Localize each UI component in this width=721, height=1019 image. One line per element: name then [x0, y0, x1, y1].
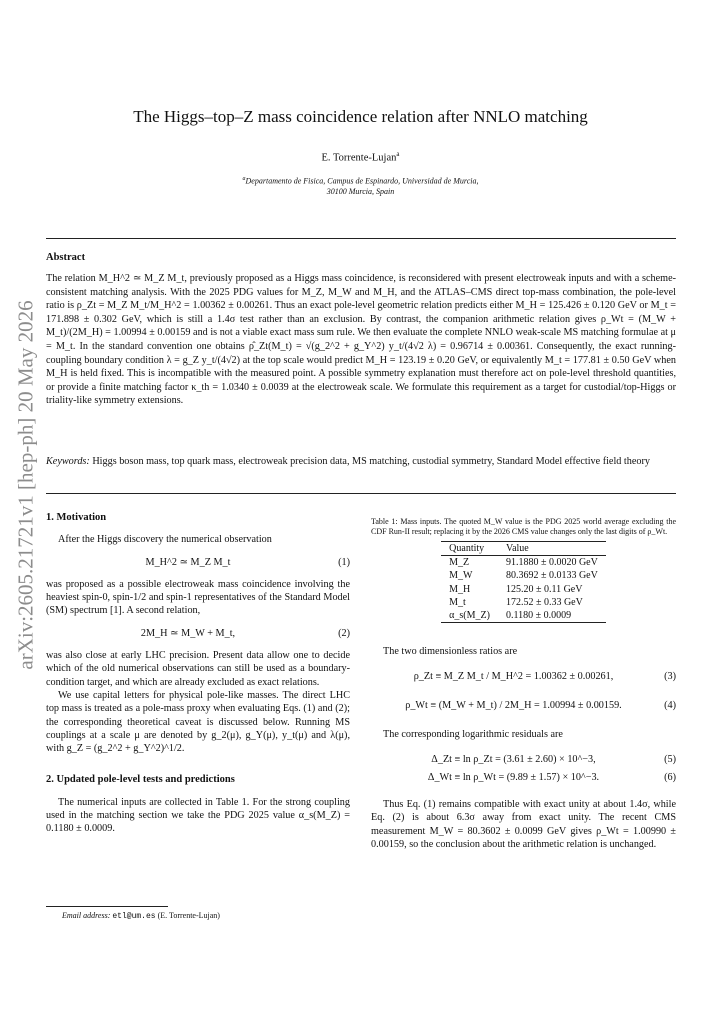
equation-3-number: (3): [664, 670, 676, 682]
arxiv-stamp-text: arXiv:2605.21721v1 [hep-ph] 20 May 2026: [13, 300, 38, 670]
abstract-heading: Abstract: [46, 252, 86, 263]
equation-2: [46, 627, 350, 640]
equation-5-number: (5): [664, 754, 676, 766]
table-row: [441, 596, 606, 609]
equation-1-number: (1): [338, 556, 350, 568]
affiliation-line2: 30100 Murcia, Spain: [326, 186, 395, 196]
mid-rule: [46, 493, 676, 494]
affiliation: [0, 174, 721, 197]
footnote-label: Email address:: [62, 911, 111, 920]
right-column: [371, 517, 676, 851]
equation-3: [371, 670, 676, 683]
author-name: E. Torrente-Lujan: [321, 152, 397, 164]
table-cell: M_Z: [449, 557, 470, 569]
sec1-paragraph-4: We use capital letters for physical pole-like masses. The direct LHC top mass is treated as a pole-mass proxy when evaluating Eqs. (1) and (2); the corresponding theoretical caveat is discussed below. Running MS couplings at a scale μ are denoted by g_2(μ), g_Y(μ), y_t(μ) and λ(μ), with g_Z = (g_2^2 + g_Y^2)^1/2.: [46, 689, 350, 755]
table-cell: 172.52 ± 0.33 GeV: [505, 596, 583, 608]
keywords-label: Keywords:: [46, 456, 90, 467]
affiliation-line1: Departamento de Fisica, Campus de Espinardo, Universidad de Murcia,: [245, 176, 479, 186]
table-row: [441, 569, 606, 582]
equation-5-body: Δ_Zt ≡ ln ρ_Zt = (3.61 ± 2.60) × 10^−3,: [431, 754, 596, 766]
equation-6-number: (6): [664, 771, 676, 783]
left-column: [46, 511, 350, 836]
table-row: [441, 583, 606, 596]
right-paragraph-2: The corresponding logarithmic residuals are: [383, 729, 563, 741]
sec1-paragraph-3: was also close at early LHC precision. Present data allow one to decide which of the old numerical observations can still be used as a boundary-condition target, and which are already excluded as exact relations.: [46, 650, 350, 688]
table-1: [441, 541, 606, 623]
equation-1: [46, 556, 350, 569]
table-cell: M_H: [449, 583, 471, 595]
keywords-text: Higgs boson mass, top quark mass, electroweak precision data, MS matching, custodial symmetry, Standard Model effective field theory: [92, 456, 650, 467]
equation-2-number: (2): [338, 627, 350, 639]
table-row: [441, 556, 606, 570]
table-cell: 125.20 ± 0.11 GeV: [505, 583, 583, 595]
affiliation-mark: a: [242, 176, 246, 182]
right-paragraph-3: Thus Eq. (1) remains compatible with exact unity at about 1.4σ, while Eq. (2) is about 6.3σ away from exact unity. The recent CMS measurement M_W = 80.3602 ± 0.0099 GeV gives ρ_Wt = 1.00990 ± 0.00159, so the conclusion about the arithmetic relation is unchanged.: [371, 799, 676, 850]
footnote-email[interactable]: etl@um.es: [112, 912, 156, 921]
table-cell: 0.1180 ± 0.0009: [505, 610, 572, 622]
equation-2-body: 2M_H ≃ M_W + M_t,: [140, 627, 236, 639]
equation-4: [371, 699, 676, 712]
author-mark: a: [396, 150, 400, 158]
table-cell: 80.3692 ± 0.0133 GeV: [505, 570, 598, 582]
table-cell: M_W: [449, 570, 473, 582]
table-row: [441, 609, 606, 623]
equation-4-body: ρ_Wt ≡ (M_W + M_t) / 2M_H = 1.00994 ± 0.00159.: [405, 699, 622, 711]
section-1-heading: 1. Motivation: [46, 512, 107, 523]
arxiv-stamp: [6, 285, 46, 685]
keywords: [46, 455, 676, 469]
table-header-value: Value: [505, 543, 529, 554]
table-1-caption: Table 1: Mass inputs. The quoted M_W value is the PDG 2025 world average excluding the CDF Run-II result; replacing it by the 2026 CMS value changes only the last digits of ρ_Wt.: [371, 517, 676, 536]
author-line: [0, 150, 721, 164]
table-cell: M_t: [449, 596, 466, 608]
table-cell: α_s(M_Z): [449, 610, 490, 622]
footnote: [62, 911, 220, 921]
footnote-rule: [46, 906, 168, 907]
footnote-name: (E. Torrente-Lujan): [157, 911, 220, 920]
table-header-row: [441, 542, 606, 556]
right-paragraph-1: The two dimensionless ratios are: [383, 646, 518, 658]
sec1-paragraph-2: was proposed as a possible electroweak mass coincidence involving the heaviest spin-0, spin-1/2 and spin-1 representatives of the Standard Model (SM) spectrum [1]. A second relation,: [46, 578, 350, 617]
equation-1-body: M_H^2 ≃ M_Z M_t: [145, 556, 231, 568]
equation-4-number: (4): [664, 699, 676, 711]
equation-6: [371, 771, 676, 784]
abstract-text: The relation M_H^2 ≃ M_Z M_t, previously proposed as a Higgs mass coincidence, is reconsidered with present electroweak inputs and with a scheme-consistent matching analysis. With the 2025 PDG values for M_Z, M_W and M_H, and the ATLAS–CMS direct top-mass combination, the pole-level ratio is ρ_Zt = M_Z M_t/M_H^2 = 1.00362 ± 0.00261. Thus an exact pole-level geometric relation predicts either M_H = 125.426 ± 0.120 GeV or M_t = 171.898 ± 0.302 GeV, which is still a 1.4σ test rather than an exclusion. By contrast, the companion arithmetic relation gives ρ_Wt = (M_W + M_t)/(2M_H) = 1.00994 ± 0.00159 and is not a viable exact mass sum rule. We then evaluate the complete NNLO weak-scale MS matching formulae at μ = M_t. In the standard convention one obtains ρ̂_Zt(M_t) = √(g_2^2 + g_Y^2) y_t/(4√2 λ) = 0.96714 ± 0.00361. Consequently, the exact running-coupling boundary condition λ = g_Z y_t/(4√2) at the top scale would predict M_H = 123.19 ± 0.20 GeV, or equivalently M_t = 177.81 ± 0.50 GeV when M_H is held fixed. This is incompatible with the measured point. A possible symmetry explanation must therefore act on pole-level threshold quantities, or provide a finite matching factor κ_th = 1.0340 ± 0.0039 at the electroweak scale. We formulate this requirement as a target for custodial/top-Higgs or triality-like symmetry extensions.: [46, 273, 676, 407]
sec2-paragraph-1: The numerical inputs are collected in Table 1. For the strong coupling used in the matching section we take the PDG 2025 value α_s(M_Z) = 0.1180 ± 0.0009.: [46, 796, 350, 835]
paper-title: The Higgs–top–Z mass coincidence relation after NNLO matching: [133, 107, 588, 126]
equation-6-body: Δ_Wt ≡ ln ρ_Wt = (9.89 ± 1.57) × 10^−3.: [427, 771, 600, 783]
equation-3-body: ρ_Zt ≡ M_Z M_t / M_H^2 = 1.00362 ± 0.00261,: [413, 670, 614, 682]
top-rule: [46, 238, 676, 239]
table-header-quantity: Quantity: [449, 543, 485, 554]
section-2-heading: 2. Updated pole-level tests and predictions: [46, 774, 235, 786]
sec1-paragraph-1: After the Higgs discovery the numerical observation: [58, 534, 272, 546]
equation-5: [371, 753, 676, 766]
table-cell: 91.1880 ± 0.0020 GeV: [505, 557, 598, 569]
